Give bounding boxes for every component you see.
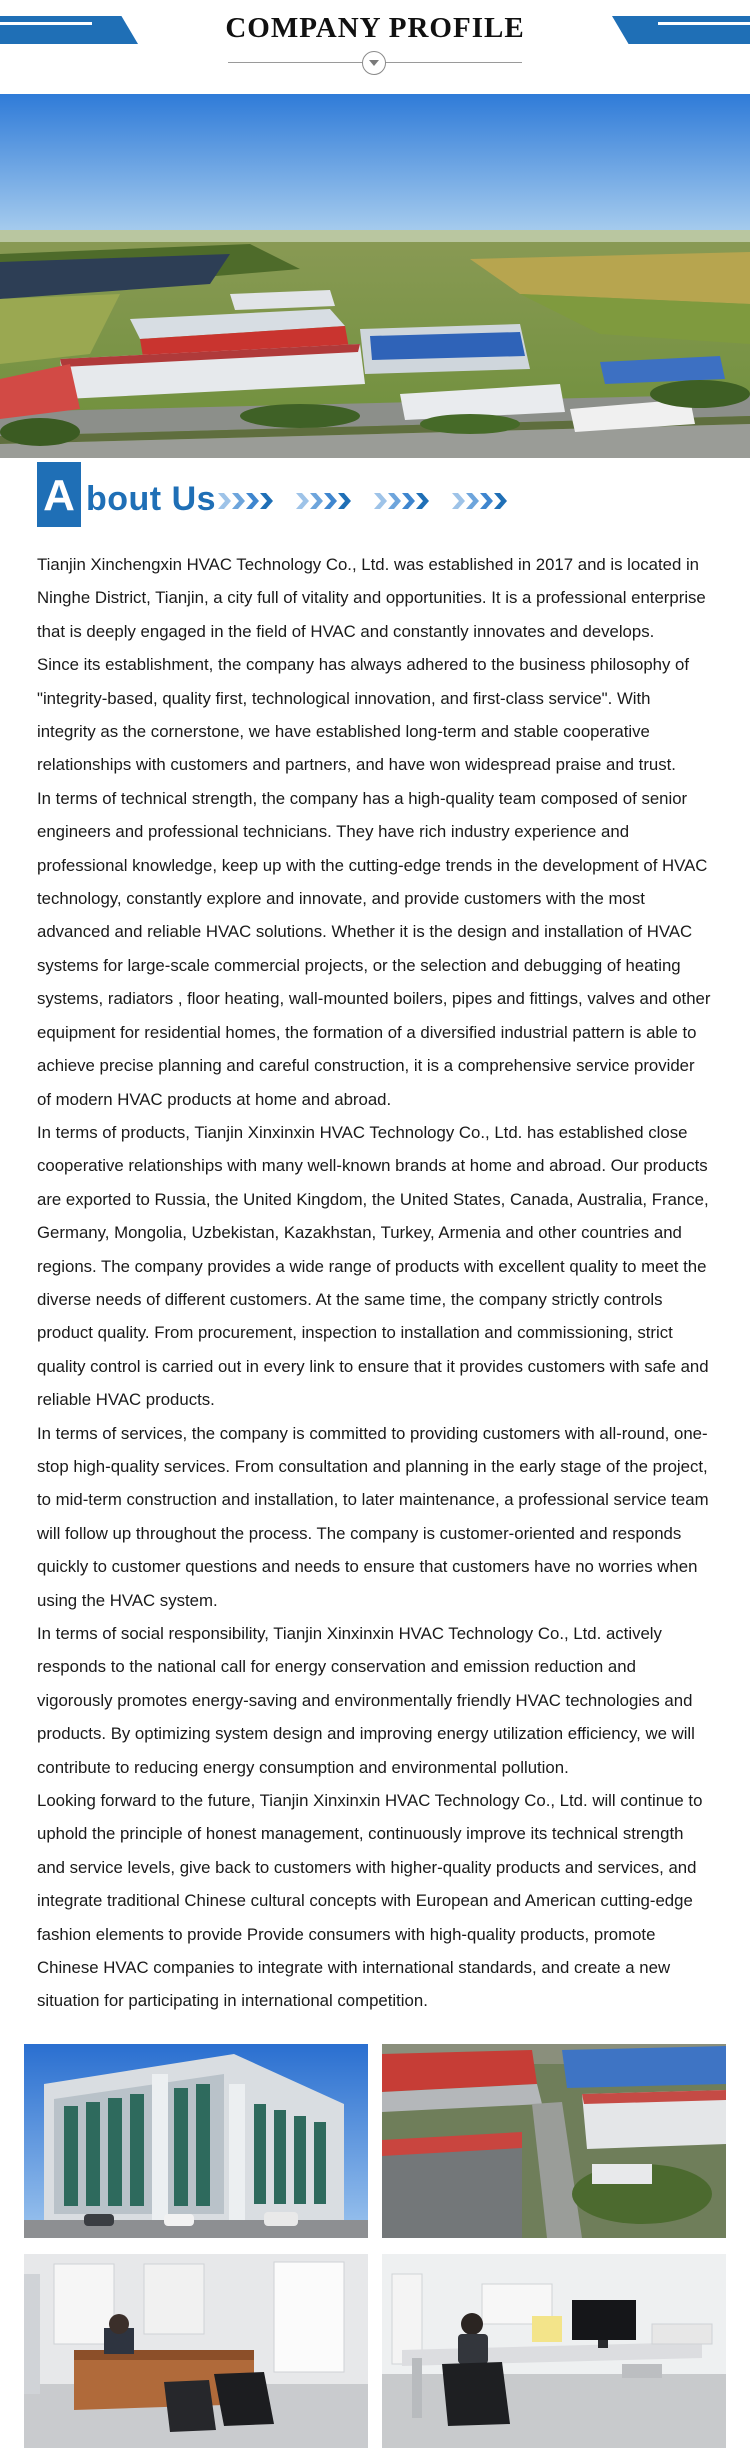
- about-content: [0, 530, 750, 2018]
- about-initial: A: [37, 462, 81, 527]
- paragraph-philosophy: Since its establishment, the company has always adhered to the business philosophy of "integrity-based, quality first, technological innovation, and first-class service". With integrity as the cornerstone, we have established long-term and stable cooperative relationships with customers and partners, and have won widespread praise and trust.: [37, 655, 690, 775]
- paragraph-technical: In terms of technical strength, the company has a high-quality team composed of senior engineers and professional technicians. They have rich industry experience and professional knowledge, keep up with the cutting-edge trends in the development of HVAC technology, constantly explore and innovate, and provide customers with the most advanced and reliable HVAC solutions. Whether it is the design and installation of HVAC systems for large-scale commercial projects, or the selection and debugging of heating systems, radiators , floor heating, wall-mounted boilers, pipes and fittings, valves and other equipment for residential homes, the formation of a diversified industrial pattern is able to achieve precise planning and careful construction, it is a comprehensive service provider of modern HVAC products at home and abroad.: [37, 788, 711, 1109]
- office-building-photo: [24, 2044, 368, 2238]
- photo-office-building: [24, 2044, 368, 2238]
- factory-aerial-photo: [382, 2044, 726, 2238]
- paragraph-intro: Tianjin Xinchengxin HVAC Technology Co., Ltd. was established in 2017 and is located in Ninghe District, Tianjin, a city full of vitality and opportunities. It is a professional enterprise that is deeply engaged in the field of HVAC and constantly innovates and develops.: [37, 555, 706, 641]
- chevron-group-icon: [374, 490, 432, 512]
- paragraph-products: In terms of products, Tianjin Xinxinxin HVAC Technology Co., Ltd. has established close cooperative relationships with many well-known brands at home and abroad. Our products are exported to Russia, the United Kingdom, the United States, Canada, Australia, France, Germany, Mongolia, Uzbekistan, Kazakhstan, Turkey, Armenia and other countries and regions. The company provides a wide range of products with excellent quality to meet the diverse needs of different customers. At the same time, the company strictly controls product quality. From procurement, inspection to installation and commissioning, strict quality control is carried out in every link to ensure that it provides customers with safe and reliable HVAC products.: [37, 1122, 709, 1410]
- page-title: COMPANY PROFILE: [225, 12, 525, 44]
- paragraph-services: In terms of services, the company is committed to providing customers with all-round, one-stop high-quality services. From consultation and planning in the early stage of the project, to mid-term construction and installation, to later maintenance, a professional service team will follow up throughout the process. The company is customer-oriented and responds quickly to customer questions and needs to ensure that customers have no worries when using the HVAC system.: [37, 1423, 709, 1610]
- paragraph-future: Looking forward to the future, Tianjin Xinxinxin HVAC Technology Co., Ltd. will continue to uphold the principle of honest management, continuously improve its technical strength and service levels, give back to customers with higher-quality products and services, and integrate traditional Chinese cultural concepts with European and American cutting-edge fashion elements to provide Provide consumers with high-quality products, promote Chinese HVAC companies to integrate with international standards, and create a new situation for participating in international competition.: [37, 1791, 703, 2011]
- photo-factory-aerial: [382, 2044, 726, 2238]
- hero-aerial-image: [0, 94, 750, 458]
- chevron-arrows-icon: [218, 490, 510, 512]
- chevron-down-icon: [362, 51, 386, 75]
- workstation-photo: [382, 2254, 726, 2448]
- page-header: [0, 0, 750, 94]
- chevron-group-icon: [218, 490, 276, 512]
- photo-grid: [0, 2018, 750, 2448]
- aerial-factory-photo: [0, 94, 750, 458]
- chevron-group-icon: [296, 490, 354, 512]
- about-us-heading: [0, 462, 750, 530]
- office-desk-photo: [24, 2254, 368, 2448]
- about-rest: bout Us: [86, 480, 217, 518]
- paragraph-responsibility: In terms of social responsibility, Tianjin Xinxinxin HVAC Technology Co., Ltd. actively responds to the national call for energy conservation and emission reduction and vigorously promotes energy-saving and environmentally friendly HVAC technologies and products. By optimizing system design and improving energy utilization efficiency, we will contribute to reducing energy consumption and environmental pollution.: [37, 1624, 695, 1777]
- photo-workstation: [382, 2254, 726, 2448]
- chevron-group-icon: [452, 490, 510, 512]
- photo-office-desk: [24, 2254, 368, 2448]
